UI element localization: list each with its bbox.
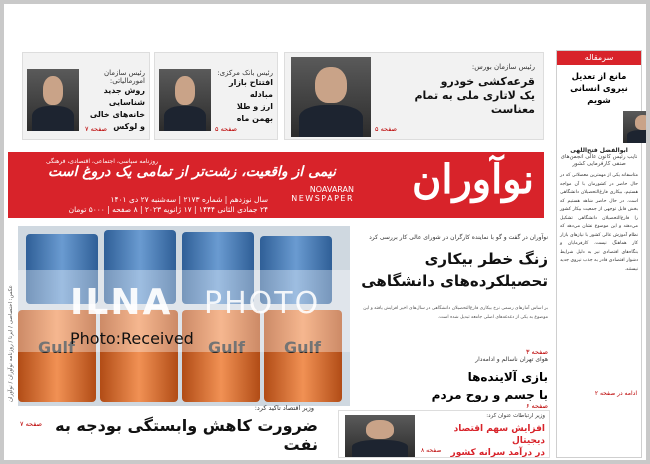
teaser-bourse[interactable] (284, 52, 544, 140)
newspaper-front-page (4, 4, 646, 460)
third-story[interactable] (338, 410, 550, 458)
teaser-headline: و لوکس (113, 122, 145, 131)
third-story-photo (345, 415, 415, 457)
masthead-subtitle: روزنامه سیاسی، اجتماعی، اقتصادی، فرهنگی (45, 158, 158, 165)
editorial-title-line1: مانع از تعدیل (571, 72, 627, 82)
watermark-credit: Photo:Received (70, 329, 194, 348)
second-headline-line2: با جسم و روح مردم (431, 388, 548, 402)
teaser-headline: یک لاتاری ملی به تمام معناست (414, 89, 535, 116)
editorial-body: متاسفانه یکی از مهمترین معضلاتی که در حال حاضر در کشورمان با آن مواجه هستیم، بیکاری فارغ‌التحصیلان دانشگاهی است. در حال حاضر شاهد هستیم که بخش قابل توجهی از جمعیت بیکار کشور را فارغ‌التحصیلان دانشگاهی تشکیل می‌دهند و این موضوع نشان می‌دهد که نظام آموزش عالی کشور با نیازهای بازار کار هماهنگ نیست. کارفرمایان و بنگاه‌های اقتصادی نیز به دلیل شرایط دشوار اقتصادی قادر به جذب نیروی جدید نیستند. (560, 173, 638, 272)
editorial-tag: سرمقاله (557, 51, 641, 65)
watermark-ilna: ILNA (70, 282, 173, 323)
lead-headline[interactable] (358, 248, 548, 292)
lead-page: صفحه ۳ (525, 348, 548, 356)
lead-body: بر اساس آمارهای رسمی نرخ بیکاری فارغ‌التحصیلان دانشگاهی در سال‌های اخیر افزایش یافته و این موضوع به یکی از دغدغه‌های اصلی جامعه تبدیل شده است. (363, 306, 548, 320)
teaser-headline: بهمن ماه (236, 114, 273, 123)
second-headline[interactable] (358, 368, 548, 404)
photo-story-headline[interactable]: ضرورت کاهش وابستگی بودجه به نفت (55, 416, 318, 454)
second-page: صفحه ۶ (525, 402, 548, 410)
third-headline (435, 423, 545, 459)
second-headline-line1: بازی آلاینده‌ها (467, 370, 548, 384)
masthead-banner (8, 152, 544, 218)
third-kicker: وزیر ارتباطات عنوان کرد: (486, 413, 545, 419)
teaser-headline: روش جدید شناسایی (103, 86, 145, 107)
teaser-central-bank-photo (159, 69, 211, 131)
third-page: صفحه ۸ (421, 447, 442, 454)
editorial-title-line2: نیروی انسانی شویم (570, 84, 628, 106)
teaser-page: صفحه ۵ (215, 125, 238, 133)
teaser-page: صفحه ۵ (375, 125, 398, 133)
lead-kicker: نوآوران در گفت و گو با نماینده کارگران در شورای عالی کار بررسی کرد (369, 234, 548, 241)
photo-story-kicker: وزیر اقتصاد تاکید کرد: (254, 404, 314, 412)
masthead-latin-line2: NEWSPAPER (291, 194, 354, 203)
teaser-kicker: رئیس سازمان بورس: (471, 63, 535, 71)
editorial-column[interactable] (556, 50, 642, 458)
barrel-label: Gulf (284, 338, 321, 357)
teaser-kicker: رئیس بانک مرکزی: (217, 69, 273, 77)
barrel-label: Gulf (208, 338, 245, 357)
main-photo (18, 226, 350, 406)
editorial-continued-link[interactable]: ادامه در صفحه ۲ (594, 390, 637, 397)
masthead-slogan: نیمی از واقعیت، زشت‌تر از تمامی یک دروغ است (48, 164, 336, 180)
teaser-kicker: رئیس سازمان امورمالیاتی: (104, 69, 145, 85)
lead-headline-line1: زنگ خطر بیکاری (424, 250, 548, 268)
barrel-label: Gulf (38, 338, 75, 357)
masthead-latin-line1: NOAVARAN (309, 185, 354, 194)
photo-caption-vertical: عکس: اختصاصی / ایرنا / روزنامه نوآوران / نوآوران (8, 285, 14, 402)
second-kicker: هوای تهران ناسالم و ادامه‌دار (475, 356, 548, 363)
teaser-central-bank[interactable] (154, 52, 278, 140)
issue-line2: ۲۴ جمادی الثانی ۱۴۴۴ | ۱۷ ژانویه ۲۰۲۳ | ۸ صفحه | ۵۰۰۰ تومان (68, 205, 268, 214)
teaser-bourse-photo (291, 57, 371, 137)
masthead-title: نوآوران (411, 156, 534, 203)
issue-info (28, 195, 268, 215)
teaser-tax-photo (27, 69, 79, 131)
teaser-headline: خانه‌های خالی (89, 110, 145, 119)
masthead-latin (291, 185, 354, 203)
issue-line1: سال نوزدهم | شماره ۲۱۷۳ | سه‌شنبه ۲۷ دی ۱۴۰۱ (110, 195, 268, 204)
third-headline-line2: در درآمد سرانه کشور (450, 448, 545, 458)
editorial-author-photo (623, 111, 646, 143)
teaser-headline: ارز و طلا (236, 102, 273, 111)
photo-story-page: صفحه ۷ (20, 420, 43, 428)
editorial-author: ابوالفضل فتح‌اللهی (570, 147, 628, 154)
teaser-headline: افتتاح بازار مبادله (228, 78, 273, 99)
third-headline-line1: افزایش سهم اقتصاد دیجیتال (453, 424, 545, 446)
teaser-tax[interactable] (22, 52, 150, 140)
teaser-headline: قرعه‌کشی خودرو (440, 75, 535, 88)
watermark-photo: PHOTO (204, 286, 321, 321)
teaser-page: صفحه ۷ (85, 125, 108, 133)
lead-headline-line2: تحصیلکرده‌های دانشگاهی (361, 272, 548, 290)
editorial-author-role: نایب رئیس کانون عالی انجمن‌های صنفی کارفرمایی کشور (560, 154, 638, 167)
